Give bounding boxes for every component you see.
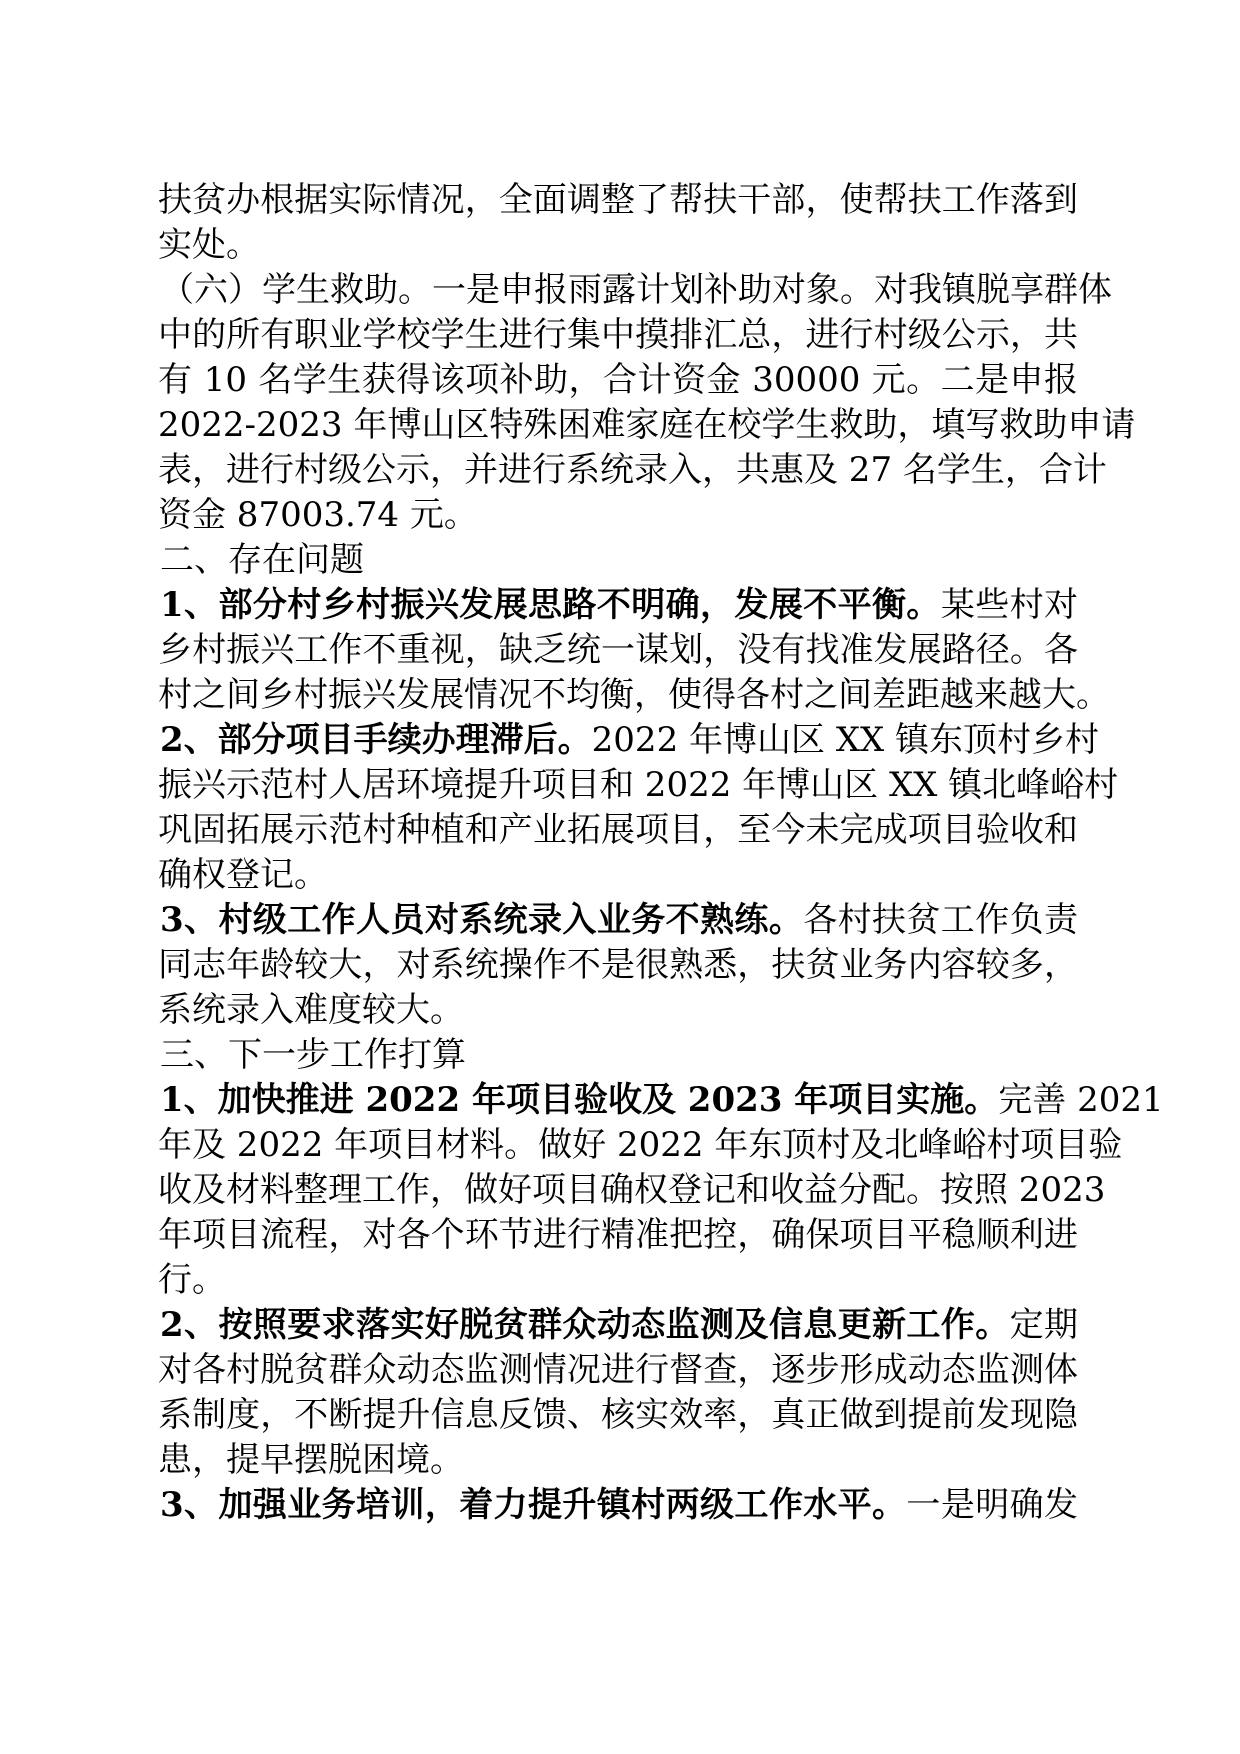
line-text: 确权登记。: [158, 855, 328, 895]
line-text: 三、下一步工作打算: [160, 1035, 466, 1075]
line-text: 有 10 名学生获得该项补助，合计资金 30000 元。二是申报: [158, 360, 1078, 400]
text-line: [158, 402, 1136, 448]
line-text: 中的所有职业学校学生进行集中摸排汇总，进行村级公示，共: [158, 315, 1078, 355]
line-text: 年及 2022 年项目材料。做好 2022 年东顶村及北峰峪村项目验: [158, 1125, 1123, 1165]
point-title: 3、加强业务培训，着力提升镇村两级工作水平。: [160, 1485, 907, 1525]
text-line: [158, 177, 1078, 223]
line-text: 巩固拓展示范村种植和产业拓展项目，至今未完成项目验收和: [158, 810, 1078, 850]
line-text: 完善 2021: [998, 1080, 1164, 1120]
text-line: [158, 312, 1078, 358]
text-line: [158, 222, 1078, 268]
line-text: 2022-2023 年博山区特殊困难家庭在校学生救助，填写救助申请: [158, 405, 1136, 445]
point-heading-line: [160, 1077, 1164, 1123]
point-heading-line: [160, 717, 1100, 763]
point-title: 2、部分项目手续办理滞后。: [160, 720, 592, 760]
section-heading: [160, 1032, 1078, 1078]
line-text: 表，进行村级公示，并进行系统录入，共惠及 27 名学生，合计: [158, 450, 1107, 490]
point-heading-line: [160, 582, 1078, 628]
text-line: [158, 762, 1119, 808]
line-text: 扶贫办根据实际情况，全面调整了帮扶干部，使帮扶工作落到: [158, 180, 1078, 220]
line-text: 年项目流程，对各个环节进行精准把控，确保项目平稳顺利进: [158, 1215, 1078, 1255]
point-title: 1、部分村乡村振兴发展思路不明确，发展不平衡。: [160, 585, 941, 625]
line-text: 一是明确发: [906, 1485, 1079, 1525]
line-text: 资金 87003.74 元。: [158, 495, 478, 535]
line-text: 二、存在问题: [160, 540, 364, 580]
point-heading-line: [160, 897, 1078, 943]
text-line: [158, 1437, 1078, 1483]
line-text: 系制度，不断提升信息反馈、核实效率，真正做到提前发现隐: [158, 1395, 1078, 1435]
line-text: 乡村振兴工作不重视，缺乏统一谋划，没有找准发展路径。各: [158, 630, 1078, 670]
text-line: [158, 1347, 1078, 1393]
text-line: [158, 942, 1078, 988]
text-line: [158, 357, 1078, 403]
text-line: [158, 1212, 1078, 1258]
line-text: 收及材料整理工作，做好项目确权登记和收益分配。按照 2023: [158, 1170, 1106, 1210]
line-text: 定期: [1009, 1305, 1079, 1345]
text-line: [158, 1257, 1078, 1303]
text-line: [158, 672, 1110, 718]
line-text: 同志年龄较大，对系统操作不是很熟悉，扶贫业务内容较多，: [158, 945, 1078, 985]
line-text: 2022 年博山区 XX 镇东顶村乡村: [591, 720, 1100, 760]
line-text: 各村扶贫工作负责: [803, 900, 1079, 940]
line-text: 行。: [158, 1260, 226, 1300]
line-text: 系统录入难度较大。: [158, 990, 464, 1030]
text-line: [158, 492, 1078, 538]
text-line: [158, 987, 1078, 1033]
text-line: [158, 1167, 1106, 1213]
text-line: [158, 1392, 1078, 1438]
text-line: [158, 1122, 1123, 1168]
line-text: 村之间乡村振兴发展情况不均衡，使得各村之间差距越来越大。: [158, 675, 1110, 715]
point-title: 2、按照要求落实好脱贫群众动态监测及信息更新工作。: [160, 1305, 1010, 1345]
section-heading: [160, 537, 1078, 583]
point-heading-line: [160, 1482, 1078, 1528]
subsection-heading-line: [160, 267, 1112, 313]
line-text: 振兴示范村人居环境提升项目和 2022 年博山区 XX 镇北峰峪村: [158, 765, 1119, 805]
line-text: 某些村对: [940, 585, 1079, 625]
line-text: 实处。: [158, 225, 260, 265]
text-line: [158, 807, 1078, 853]
text-line: [158, 852, 1078, 898]
point-heading-line: [160, 1302, 1078, 1348]
line-text: 患，提早摆脱困境。: [158, 1440, 464, 1480]
text-line: [158, 627, 1078, 673]
text-line: [158, 447, 1107, 493]
point-title: 1、加快推进 2022 年项目验收及 2023 年项目实施。: [160, 1080, 999, 1120]
line-text: （六）学生救助。一是申报雨露计划补助对象。对我镇脱享群体: [160, 270, 1112, 310]
line-text: 对各村脱贫群众动态监测情况进行督查，逐步形成动态监测体: [158, 1350, 1078, 1390]
point-title: 3、村级工作人员对系统录入业务不熟练。: [160, 900, 804, 940]
